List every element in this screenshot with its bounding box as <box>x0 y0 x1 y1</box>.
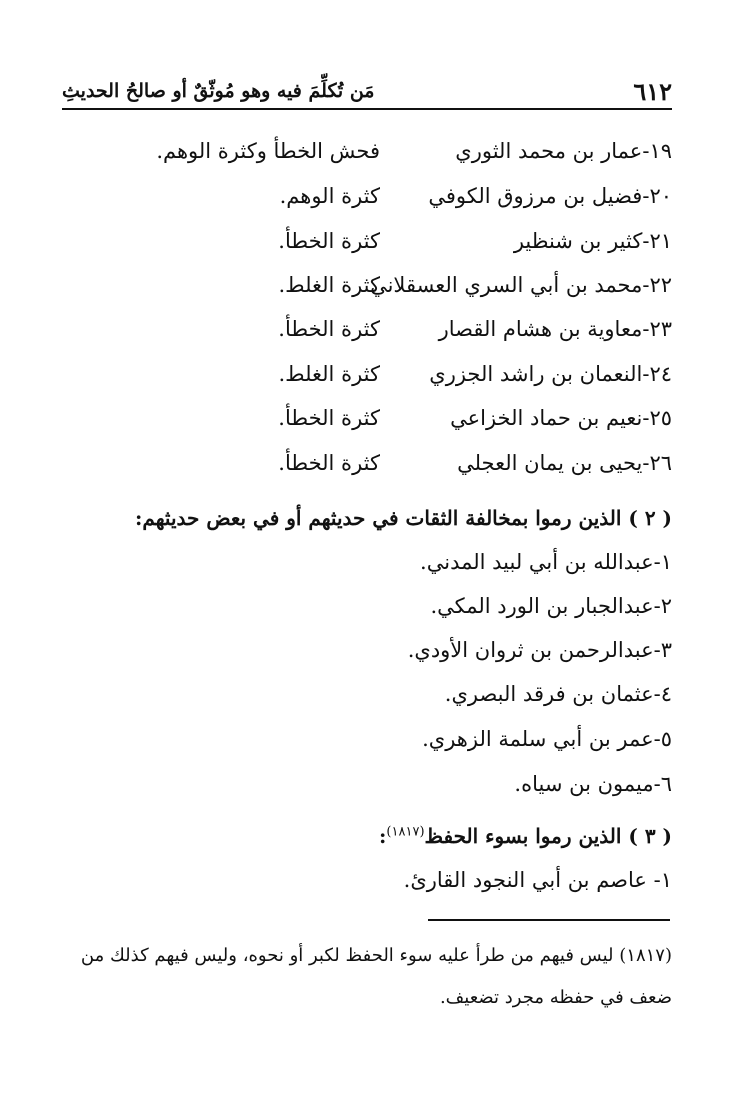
narrator-row <box>62 309 672 349</box>
section-heading-text: ( ٣ ) الذين رموا بسوء الحفظ <box>424 824 672 848</box>
list-item: ٢-عبدالجبار بن الورد المكي. <box>430 594 672 618</box>
list-item: ٥-عمر بن أبي سلمة الزهري. <box>422 727 672 751</box>
list-item: ٦-ميمون بن سياه. <box>514 772 672 796</box>
narrator-note: كثرة الخطأ. <box>278 317 380 341</box>
narrator-row <box>62 265 672 305</box>
narrator-name: ٢٦-يحيى بن يمان العجلي <box>457 451 672 475</box>
narrator-row <box>62 443 672 483</box>
narrator-name: ٢٥-نعيم بن حماد الخزاعي <box>450 406 672 430</box>
list-item: ١-عبدالله بن أبي لبيد المدني. <box>420 550 672 574</box>
narrator-name: ٢٤-النعمان بن راشد الجزري <box>429 362 672 386</box>
narrator-name: ٢١-كثير بن شنظير <box>513 229 672 253</box>
footnote-line: (١٨١٧) ليس فيهم من طرأ عليه سوء الحفظ لكبر أو نحوه، وليس فيهم كذلك من <box>80 945 672 966</box>
section-heading <box>62 824 672 848</box>
narrator-name: ٢٠-فضيل بن مرزوق الكوفي <box>428 184 672 208</box>
narrator-name: ١٩-عمار بن محمد الثوري <box>455 139 672 163</box>
narrator-note: كثرة الخطأ. <box>278 229 380 253</box>
list-item: ٤-عثمان بن فرقد البصري. <box>444 682 672 706</box>
narrator-name: ٢٢-محمد بن أبي السري العسقلاني <box>370 273 672 297</box>
list-item: ١- عاصم بن أبي النجود القارئ. <box>403 868 672 892</box>
narrator-note: كثرة الخطأ. <box>278 406 380 430</box>
heading-colon: : <box>379 824 387 848</box>
narrator-note: كثرة الوهم. <box>279 184 380 208</box>
narrator-name: ٢٣-معاوية بن هشام القصار <box>438 317 672 341</box>
footnote-divider <box>428 919 670 921</box>
footnote <box>62 935 672 1019</box>
narrator-row <box>62 221 672 261</box>
narrator-row <box>62 398 672 438</box>
list-item: ٣-عبدالرحمن بن ثروان الأودي. <box>407 638 672 662</box>
narrator-note: فحش الخطأ وكثرة الوهم. <box>156 139 380 163</box>
page-number: ٦١٢ <box>633 76 672 106</box>
footnote-line: ضعف في حفظه مجرد تضعيف. <box>439 987 672 1008</box>
narrator-row <box>62 354 672 394</box>
narrator-note: كثرة الخطأ. <box>278 451 380 475</box>
page-header <box>62 74 672 110</box>
running-title: مَن تُكلِّمَ فيه وهو مُوثّقٌ أو صالحُ الحديثِ <box>62 80 375 102</box>
narrator-note: كثرة الغلط. <box>278 273 380 297</box>
narrator-note: كثرة الغلط. <box>278 362 380 386</box>
section-heading: ( ٢ ) الذين رموا بمخالفة الثقات في حديثهم أو في بعض حديثهم: <box>135 506 672 530</box>
narrator-row <box>62 131 672 171</box>
narrator-row <box>62 176 672 216</box>
footnote-ref[interactable]: (١٨١٧) <box>386 824 425 840</box>
